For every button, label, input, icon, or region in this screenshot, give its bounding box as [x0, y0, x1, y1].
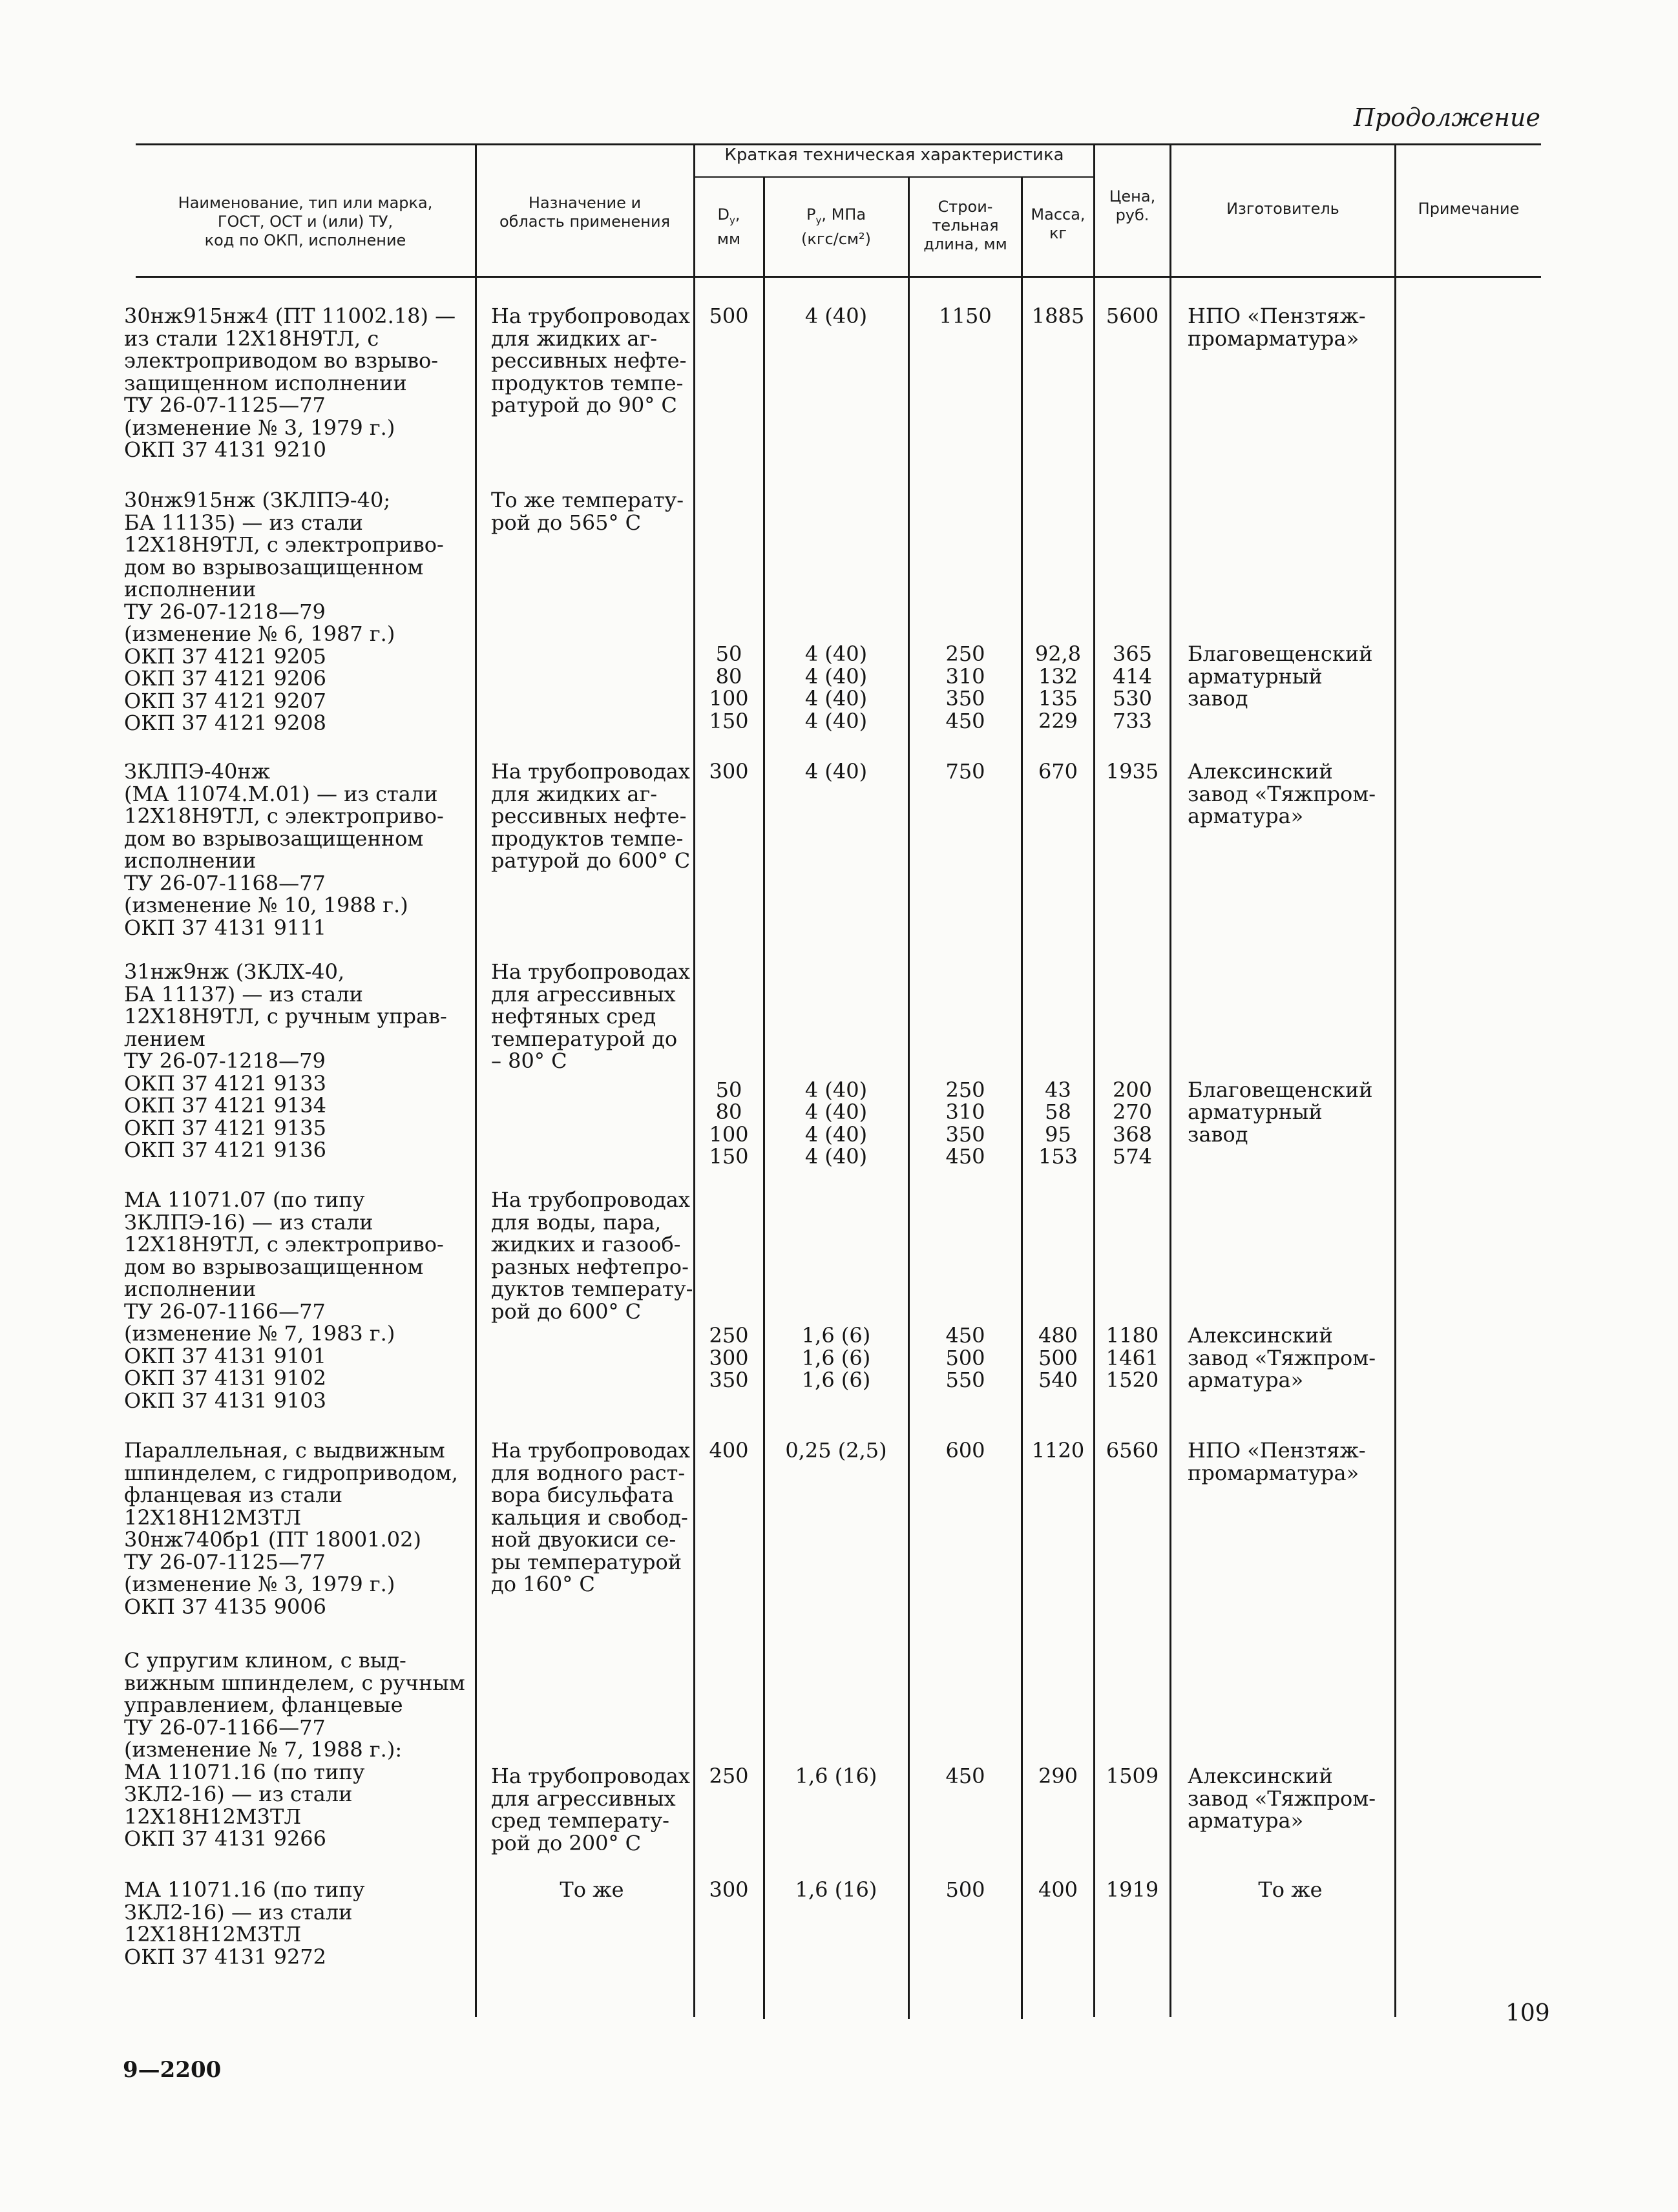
- row-3-name-line: (МА 11074.М.01) — из стали: [124, 781, 438, 806]
- row-6-name-line: (изменение № 3, 1979 г.): [124, 1572, 395, 1596]
- row-2-name-line: дом во взрывозащищенном: [124, 554, 424, 579]
- row-3-name-line: (изменение № 10, 1988 г.): [124, 893, 408, 917]
- row-2-price-line: 414: [1112, 663, 1153, 689]
- row-4-maker: [1188, 1079, 1393, 1146]
- header-mass: Масса, кг: [1031, 205, 1085, 242]
- row-7-name-line: управлением, фланцевые: [124, 1693, 403, 1717]
- header-bottom-rule: [136, 276, 1541, 278]
- row-6-purpose-line: ры температурой: [491, 1549, 682, 1574]
- row-8-price-line: 1919: [1106, 1877, 1159, 1902]
- row-1-purpose-line: для жидких аг-: [491, 326, 658, 351]
- row-4-name-line: ОКП 37 4121 9135: [124, 1115, 327, 1140]
- tech-group-rule: [695, 176, 1095, 178]
- row-4-name: [124, 961, 473, 1162]
- print-code: 9—2200: [123, 2057, 222, 2083]
- row-5-maker-line: завод «Тяжпром-: [1188, 1345, 1376, 1370]
- row-2-len-line: 450: [945, 708, 985, 733]
- row-1-price: [1095, 305, 1169, 328]
- row-3-name-line: 12Х18Н9ТЛ, с электроприво-: [124, 804, 444, 828]
- row-5-name-line: ОКП 37 4131 9101: [124, 1343, 327, 1368]
- row-2-py-line: 4 (40): [804, 686, 868, 711]
- row-2-name-line: ОКП 37 4121 9206: [124, 666, 327, 691]
- row-6-name-line: ТУ 26-07-1125—77: [124, 1549, 326, 1574]
- row-8-purpose: [491, 1879, 693, 1901]
- row-4-maker-line: арматурный: [1188, 1100, 1323, 1125]
- row-4-maker-line: Благовещенский: [1188, 1077, 1373, 1102]
- row-4-name-line: 31нж9нж (ЗКЛХ-40,: [124, 959, 345, 984]
- row-2-len-line: 250: [945, 642, 985, 667]
- row-3-purpose-line: На трубопроводах: [491, 759, 690, 784]
- row-4-dy-line: 150: [709, 1144, 749, 1169]
- row-7-name-line: МА 11071.16 (по типу: [124, 1759, 365, 1784]
- row-5-mass: [1023, 1324, 1093, 1392]
- row-5-len-line: 550: [945, 1368, 985, 1393]
- row-6-mass-line: 1120: [1031, 1438, 1085, 1463]
- row-2-mass-line: 229: [1038, 708, 1078, 733]
- row-7-price: [1095, 1765, 1169, 1788]
- row-4-py-line: 4 (40): [804, 1122, 868, 1147]
- row-6-name-line: фланцевая из стали: [124, 1483, 343, 1507]
- row-2-dy-line: 100: [709, 686, 749, 711]
- row-8-maker: [1188, 1879, 1393, 1901]
- row-2-dy-line: 50: [715, 642, 742, 667]
- row-3-name-line: ЗКЛПЭ-40нж: [124, 759, 271, 784]
- row-6-purpose-line: для водного раст-: [491, 1460, 686, 1485]
- row-5-name-line: (изменение № 7, 1983 г.): [124, 1321, 395, 1346]
- row-1-dy-line: 500: [709, 304, 749, 328]
- row-4-dy-line: 50: [715, 1077, 742, 1102]
- row-7-maker: [1188, 1765, 1393, 1832]
- row-6-purpose-line: ной двуокиси се-: [491, 1527, 676, 1552]
- row-2-mass-line: 132: [1038, 663, 1078, 689]
- row-5-mass-line: 500: [1038, 1345, 1078, 1370]
- row-5-purpose-line: рой до 600° С: [491, 1299, 642, 1324]
- row-5-py-line: 1,6 (6): [801, 1323, 871, 1348]
- row-3-purpose-line: рессивных нефте-: [491, 804, 687, 828]
- row-5-purpose: [491, 1189, 693, 1322]
- row-1-name-line: (изменение № 3, 1979 г.): [124, 415, 395, 440]
- row-7-name-line: ТУ 26-07-1166—77: [124, 1715, 326, 1740]
- row-2-len-line: 310: [945, 663, 985, 689]
- row-5-name-line: 12Х18Н9ТЛ, с электроприво-: [124, 1232, 444, 1257]
- row-6-purpose-line: до 160° С: [491, 1572, 595, 1596]
- row-8-len-line: 500: [945, 1877, 985, 1902]
- row-4-purpose-line: – 80° С: [491, 1049, 567, 1073]
- row-4-price-line: 368: [1112, 1122, 1153, 1147]
- row-7-name-line: ОКП 37 4131 9266: [124, 1826, 327, 1851]
- row-6-py-line: 0,25 (2,5): [785, 1438, 887, 1463]
- row-5-mass-line: 480: [1038, 1323, 1078, 1348]
- row-8-name-line: ОКП 37 4131 9272: [124, 1944, 327, 1969]
- row-4-price: [1095, 1079, 1169, 1168]
- row-3-mass: [1023, 760, 1093, 783]
- row-4-name-line: ОКП 37 4121 9136: [124, 1138, 327, 1162]
- row-3-purpose: [491, 760, 693, 872]
- row-2-dy-line: 80: [715, 663, 742, 689]
- row-8-purpose-line: То же: [560, 1877, 624, 1902]
- header-tech-group: Краткая техническая характеристика: [724, 145, 1064, 165]
- row-2-maker: [1188, 643, 1393, 710]
- row-6-maker-line: НПО «Пензтяж-: [1188, 1438, 1366, 1463]
- header-length: Строи- тельная длина, мм: [923, 198, 1007, 253]
- row-7-purpose-line: рой до 200° С: [491, 1830, 642, 1855]
- row-1-maker: [1188, 305, 1393, 350]
- row-3-name-line: ТУ 26-07-1168—77: [124, 870, 326, 895]
- row-2-dy-line: 150: [709, 708, 749, 733]
- row-5-dy-line: 300: [709, 1345, 749, 1370]
- row-1-price-line: 5600: [1106, 304, 1159, 328]
- row-4-mass-line: 95: [1045, 1122, 1071, 1147]
- row-3-price: [1095, 760, 1169, 783]
- row-4-py-line: 4 (40): [804, 1077, 868, 1102]
- row-7-maker-line: арматура»: [1188, 1808, 1304, 1833]
- row-1-py-line: 4 (40): [804, 304, 868, 328]
- row-5-name: [124, 1189, 473, 1412]
- header-purpose: Назначение и область применения: [499, 194, 671, 231]
- row-7-maker-line: завод «Тяжпром-: [1188, 1786, 1376, 1811]
- row-1-name-line: 30нж915нж4 (ПТ 11002.18) —: [124, 304, 456, 328]
- row-3-py: [765, 760, 907, 783]
- row-2-mass-line: 92,8: [1034, 642, 1082, 667]
- row-6-purpose: [491, 1439, 693, 1596]
- row-3-maker-line: арматура»: [1188, 804, 1304, 828]
- row-2-name-line: ОКП 37 4121 9208: [124, 711, 327, 735]
- row-3-maker-line: завод «Тяжпром-: [1188, 781, 1376, 806]
- row-5-name-line: ОКП 37 4131 9103: [124, 1388, 327, 1413]
- row-5-price-line: 1180: [1106, 1323, 1159, 1348]
- row-7-len-line: 450: [945, 1764, 985, 1789]
- row-6-name-line: 30нж740бр1 (ПТ 18001.02): [124, 1527, 421, 1552]
- row-7-purpose: [491, 1765, 693, 1854]
- row-2-price-line: 733: [1112, 708, 1153, 733]
- row-3-name-line: ОКП 37 4131 9111: [124, 915, 327, 940]
- row-8-dy: [695, 1879, 762, 1901]
- row-1-name-line: ОКП 37 4131 9210: [124, 437, 327, 462]
- page-number: 109: [1505, 2000, 1550, 2027]
- row-5-maker: [1188, 1324, 1393, 1392]
- row-2-purpose-line: То же температу-: [491, 488, 684, 512]
- row-6-name-line: ОКП 37 4135 9006: [124, 1594, 327, 1619]
- row-6-dy-line: 400: [709, 1438, 749, 1463]
- row-4-purpose-line: для агрессивных: [491, 981, 676, 1007]
- row-4-purpose-line: нефтяных сред: [491, 1004, 656, 1028]
- row-3-name-line: исполнении: [124, 848, 257, 873]
- row-1-purpose-line: На трубопроводах: [491, 304, 690, 328]
- row-6-maker-line: промарматура»: [1188, 1460, 1359, 1485]
- row-2-price: [1095, 643, 1169, 732]
- row-4-name-line: лением: [124, 1026, 205, 1051]
- row-3-purpose-line: продуктов темпе-: [491, 826, 684, 851]
- row-4-len-line: 310: [945, 1100, 985, 1125]
- row-8-dy-line: 300: [709, 1877, 749, 1902]
- row-7-price-line: 1509: [1106, 1764, 1159, 1789]
- row-2-mass-line: 135: [1038, 686, 1078, 711]
- row-7-py: [765, 1765, 907, 1788]
- row-1-maker-line: НПО «Пензтяж-: [1188, 304, 1366, 328]
- row-7-name-line: вижным шпинделем, с ручным: [124, 1670, 465, 1695]
- row-2-purpose-line: рой до 565° С: [491, 510, 642, 535]
- row-5-dy: [695, 1324, 762, 1392]
- row-7-purpose-line: для агрессивных: [491, 1786, 676, 1811]
- row-2-dy: [695, 643, 762, 732]
- row-2-maker-line: Благовещенский: [1188, 642, 1373, 667]
- row-2-maker-line: завод: [1188, 686, 1248, 711]
- row-5-dy-line: 250: [709, 1323, 749, 1348]
- row-5-purpose-line: жидких и газооб-: [491, 1232, 681, 1257]
- row-6-purpose-line: кальция и свобод-: [491, 1505, 688, 1530]
- row-1-name-line: ТУ 26-07-1125—77: [124, 393, 326, 417]
- row-5-purpose-line: разных нефтепро-: [491, 1254, 689, 1279]
- row-6-price-line: 6560: [1106, 1438, 1159, 1463]
- row-4-dy-line: 100: [709, 1122, 749, 1147]
- row-1-purpose-line: рессивных нефте-: [491, 348, 687, 373]
- row-4-mass-line: 43: [1045, 1077, 1071, 1102]
- row-5-name-line: ТУ 26-07-1166—77: [124, 1299, 326, 1324]
- row-7-mass-line: 290: [1038, 1764, 1078, 1789]
- row-1-maker-line: промарматура»: [1188, 326, 1359, 351]
- row-6-name-line: Параллельная, с выдвижным: [124, 1438, 445, 1463]
- row-4-dy-line: 80: [715, 1100, 742, 1125]
- row-5-py-line: 1,6 (6): [801, 1345, 871, 1370]
- row-4-name-line: БА 11137) — из стали: [124, 981, 363, 1007]
- row-4-purpose-line: температурой до: [491, 1026, 678, 1051]
- row-4-maker-line: завод: [1188, 1122, 1248, 1147]
- row-3-py-line: 4 (40): [804, 759, 868, 784]
- row-4-mass-line: 58: [1045, 1100, 1071, 1125]
- row-8-name-line: ЗКЛ2-16) — из стали: [124, 1899, 353, 1925]
- row-2-maker-line: арматурный: [1188, 663, 1323, 689]
- row-5-py: [765, 1324, 907, 1392]
- row-2-name: [124, 489, 473, 735]
- header-name: Наименование, тип или марка, ГОСТ, ОСТ и (или) ТУ, код по ОКП, исполнение: [178, 194, 433, 249]
- col-divider-8: [1394, 143, 1396, 2017]
- row-4-py: [765, 1079, 907, 1168]
- row-2-price-line: 365: [1112, 642, 1153, 667]
- row-4-name-line: ОКП 37 4121 9133: [124, 1070, 327, 1096]
- row-7-name-line: (изменение № 7, 1988 г.):: [124, 1737, 403, 1762]
- row-7-dy-line: 250: [709, 1764, 749, 1789]
- row-6-dy: [695, 1439, 762, 1462]
- row-5-name-line: МА 11071.07 (по типу: [124, 1187, 365, 1212]
- row-3-mass-line: 670: [1038, 759, 1078, 784]
- row-1-mass: [1023, 305, 1093, 328]
- row-4-price-line: 270: [1112, 1100, 1153, 1125]
- row-1-mass-line: 1885: [1031, 304, 1085, 328]
- row-5-purpose-line: На трубопроводах: [491, 1187, 690, 1212]
- row-4-py-line: 4 (40): [804, 1100, 868, 1125]
- row-3-len-line: 750: [945, 759, 985, 784]
- row-1-name-line: электроприводом во взрыво-: [124, 348, 439, 373]
- row-5-len: [910, 1324, 1021, 1392]
- row-6-py: [765, 1439, 907, 1462]
- header-py: $P_у$, МПа (кгс/см²): [801, 205, 872, 248]
- header-note: Примечание: [1418, 200, 1520, 218]
- row-5-price-line: 1520: [1106, 1368, 1159, 1393]
- row-8-py-line: 1,6 (16): [795, 1877, 877, 1902]
- row-6-mass: [1023, 1439, 1093, 1462]
- row-8-mass-line: 400: [1038, 1877, 1078, 1902]
- header-dy: $D_у$, мм: [717, 205, 741, 248]
- row-8-len: [910, 1879, 1021, 1901]
- row-6-len-line: 600: [945, 1438, 985, 1463]
- row-4-mass-line: 153: [1038, 1144, 1078, 1169]
- row-1-len-line: 1150: [939, 304, 992, 328]
- row-1-purpose-line: продуктов темпе-: [491, 370, 684, 395]
- row-2-name-line: (изменение № 6, 1987 г.): [124, 621, 395, 646]
- row-2-py-line: 4 (40): [804, 642, 868, 667]
- row-7-name: [124, 1649, 473, 1850]
- row-5-price-line: 1461: [1106, 1345, 1159, 1370]
- row-5-len-line: 450: [945, 1323, 985, 1348]
- row-7-mass: [1023, 1765, 1093, 1788]
- row-1-purpose-line: ратурой до 90° С: [491, 393, 677, 417]
- row-4-price-line: 200: [1112, 1077, 1153, 1102]
- row-3-len: [910, 760, 1021, 783]
- row-5-name-line: дом во взрывозащищенном: [124, 1254, 424, 1279]
- row-4-len: [910, 1079, 1021, 1168]
- row-7-name-line: С упругим клином, с выд-: [124, 1648, 406, 1673]
- header-price: Цена, руб.: [1109, 187, 1156, 224]
- row-5-dy-line: 350: [709, 1368, 749, 1393]
- row-7-maker-line: Алексинский: [1188, 1764, 1333, 1789]
- row-6-name-line: 12Х18Н12М3ТЛ: [124, 1505, 302, 1530]
- row-2-price-line: 530: [1112, 686, 1153, 711]
- row-5-len-line: 500: [945, 1345, 985, 1370]
- row-2-py-line: 4 (40): [804, 708, 868, 733]
- row-4-price-line: 574: [1112, 1144, 1153, 1169]
- row-1-purpose: [491, 305, 693, 417]
- row-3-name: [124, 760, 473, 939]
- row-5-maker-line: Алексинский: [1188, 1323, 1333, 1348]
- row-3-dy: [695, 760, 762, 783]
- row-2-name-line: БА 11135) — из стали: [124, 510, 363, 535]
- row-4-len-line: 350: [945, 1122, 985, 1147]
- row-5-py-line: 1,6 (6): [801, 1368, 871, 1393]
- row-6-len: [910, 1439, 1021, 1462]
- row-2-name-line: исполнении: [124, 577, 257, 601]
- row-2-name-line: ТУ 26-07-1218—79: [124, 599, 326, 624]
- row-1-dy: [695, 305, 762, 328]
- row-8-maker-line: То же: [1258, 1877, 1323, 1902]
- row-4-py-line: 4 (40): [804, 1144, 868, 1169]
- header-maker: Изготовитель: [1226, 200, 1339, 218]
- col-divider-1: [475, 143, 477, 2017]
- row-7-len: [910, 1765, 1021, 1788]
- row-7-purpose-line: сред температу-: [491, 1808, 669, 1833]
- row-4-purpose: [491, 961, 693, 1072]
- row-7-purpose-line: На трубопроводах: [491, 1764, 690, 1789]
- row-1-name: [124, 305, 473, 461]
- row-4-dy: [695, 1079, 762, 1168]
- row-6-name-line: шпинделем, с гидроприводом,: [124, 1460, 458, 1485]
- row-3-maker-line: Алексинский: [1188, 759, 1333, 784]
- row-6-purpose-line: вора бисульфата: [491, 1483, 675, 1507]
- row-6-price: [1095, 1439, 1169, 1462]
- row-3-price-line: 1935: [1106, 759, 1159, 784]
- row-2-len-line: 350: [945, 686, 985, 711]
- row-4-mass: [1023, 1079, 1093, 1168]
- row-3-purpose-line: ратурой до 600° С: [491, 848, 691, 873]
- row-2-py: [765, 643, 907, 732]
- row-3-name-line: дом во взрывозащищенном: [124, 826, 424, 851]
- row-6-maker: [1188, 1439, 1393, 1484]
- row-8-mass: [1023, 1879, 1093, 1901]
- row-2-name-line: ОКП 37 4121 9207: [124, 688, 327, 713]
- row-8-py: [765, 1879, 907, 1901]
- row-8-price: [1095, 1879, 1169, 1901]
- row-2-py-line: 4 (40): [804, 663, 868, 689]
- row-1-len: [910, 305, 1021, 328]
- row-3-dy-line: 300: [709, 759, 749, 784]
- row-8-name-line: МА 11071.16 (по типу: [124, 1877, 365, 1902]
- row-3-purpose-line: для жидких аг-: [491, 781, 658, 806]
- row-5-purpose-line: дуктов температу-: [491, 1277, 693, 1301]
- row-2-purpose: [491, 489, 693, 534]
- row-1-name-line: защищенном исполнении: [124, 370, 407, 395]
- row-3-maker: [1188, 760, 1393, 828]
- row-4-name-line: ОКП 37 4121 9134: [124, 1093, 327, 1118]
- row-5-mass-line: 540: [1038, 1368, 1078, 1393]
- row-8-name: [124, 1879, 473, 1968]
- row-2-name-line: ОКП 37 4121 9205: [124, 643, 327, 669]
- row-6-name: [124, 1439, 473, 1618]
- col-divider-7: [1169, 143, 1171, 2017]
- row-4-name-line: ТУ 26-07-1218—79: [124, 1049, 326, 1073]
- row-2-name-line: 30нж915нж (ЗКЛПЭ-40;: [124, 488, 391, 512]
- row-2-len: [910, 643, 1021, 732]
- row-6-purpose-line: На трубопроводах: [491, 1438, 690, 1463]
- row-2-mass: [1023, 643, 1093, 732]
- row-5-name-line: исполнении: [124, 1277, 257, 1301]
- row-5-name-line: ОКП 37 4131 9102: [124, 1366, 327, 1390]
- row-4-len-line: 450: [945, 1144, 985, 1169]
- continuation-label: Продолжение: [1353, 103, 1540, 132]
- row-7-py-line: 1,6 (16): [795, 1764, 877, 1789]
- row-2-name-line: 12Х18Н9ТЛ, с электроприво-: [124, 532, 444, 557]
- row-5-price: [1095, 1324, 1169, 1392]
- row-4-len-line: 250: [945, 1077, 985, 1102]
- row-7-name-line: ЗКЛ2-16) — из стали: [124, 1782, 353, 1806]
- row-1-name-line: из стали 12Х18Н9ТЛ, с: [124, 326, 379, 351]
- row-5-name-line: ЗКЛПЭ-16) — из стали: [124, 1209, 373, 1235]
- row-1-py: [765, 305, 907, 328]
- row-7-dy: [695, 1765, 762, 1788]
- row-5-maker-line: арматура»: [1188, 1368, 1304, 1393]
- row-4-purpose-line: На трубопроводах: [491, 959, 690, 984]
- row-5-purpose-line: для воды, пара,: [491, 1209, 662, 1235]
- row-7-name-line: 12Х18Н12М3ТЛ: [124, 1804, 302, 1829]
- row-4-name-line: 12Х18Н9ТЛ, с ручным управ-: [124, 1004, 447, 1028]
- row-8-name-line: 12Х18Н12М3ТЛ: [124, 1922, 302, 1946]
